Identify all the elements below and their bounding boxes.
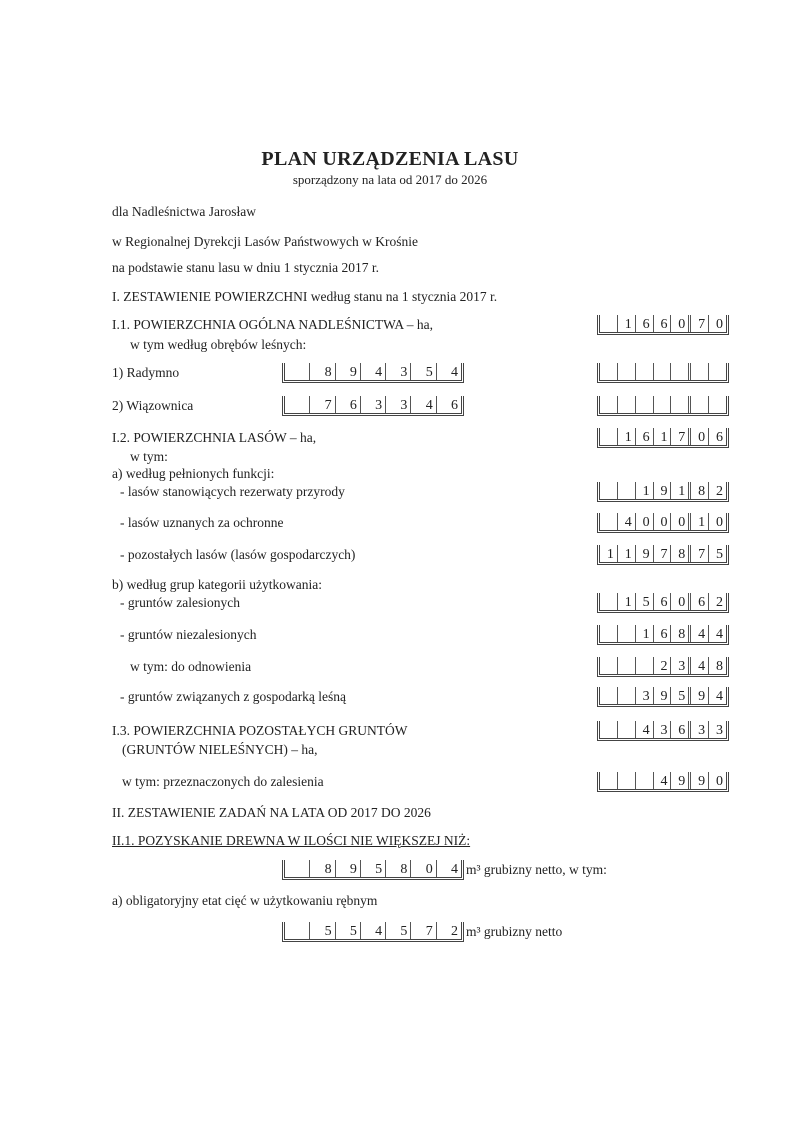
digit-cell [600,687,617,704]
row-label: w tym: przeznaczonych do zalesienia [122,774,324,789]
digit-cell: 9 [688,772,708,789]
document-subtitle: sporządzony na lata od 2017 do 2026 [292,172,488,187]
digit-cell: 1 [617,593,635,610]
section-heading: II. ZESTAWIENIE ZADAŃ NA LATA OD 2017 DO 2026 [112,805,431,820]
digit-cell [600,772,617,789]
digit-cell [653,396,671,413]
row-label: w tym: do odnowienia [130,659,252,674]
row-label: I.1. POWIERZCHNIA OGÓLNA NADLEŚNICTWA – ha, [112,317,433,332]
digit-cell: 9 [635,545,653,562]
digit-cell [600,315,617,332]
digit-cell: 6 [708,428,726,445]
digit-cell: 4 [688,657,708,674]
digit-cell: 6 [653,593,671,610]
digit-cell: 8 [670,625,688,642]
area-value-box [597,396,729,416]
digit-cell: 7 [653,545,671,562]
digit-cell: 7 [309,396,334,413]
digit-cell: 3 [385,396,410,413]
digit-cell: 0 [635,513,653,530]
digit-cell: 4 [708,625,726,642]
digit-cell [600,513,617,530]
row-label: - lasów stanowiących rezerwaty przyrody [120,484,345,499]
digit-cell: 1 [653,428,671,445]
digit-cell [285,922,309,939]
area-value-box [597,315,729,335]
district-value-box [282,396,464,416]
digit-cell: 4 [360,363,385,380]
digit-cell: 3 [708,721,726,738]
area-value-box [597,721,729,741]
digit-cell: 3 [360,396,385,413]
digit-cell [708,363,726,380]
digit-cell: 5 [670,687,688,704]
digit-cell: 0 [688,428,708,445]
digit-cell: 2 [708,593,726,610]
digit-cell: 6 [688,593,708,610]
digit-cell: 4 [410,396,435,413]
digit-cell: 1 [606,547,614,562]
row-label: 2) Wiązownica [112,398,194,413]
digit-cell: 5 [309,922,334,939]
digit-cell [600,593,617,610]
digit-cell [617,772,635,789]
digit-cell: 7 [688,315,708,332]
digit-cell: 0 [708,315,726,332]
digit-cell: 0 [670,593,688,610]
digit-cell: 3 [670,657,688,674]
digit-cell [670,363,688,380]
area-value-box [597,482,729,502]
digit-cell: 5 [708,545,726,562]
digit-cell: 8 [385,860,410,877]
area-value-box [597,593,729,613]
digit-cell: 6 [436,396,461,413]
digit-cell: 9 [653,687,671,704]
digit-cell: 6 [635,428,653,445]
digit-cell: 4 [360,922,385,939]
digit-cell [600,625,617,642]
intro-line: w Regionalnej Dyrekcji Lasów Państwowych w Krośnie [112,234,418,249]
row-label: a) według pełnionych funkcji: [112,466,275,481]
digit-cell [617,657,635,674]
area-value-box [597,657,729,677]
digit-cell [600,428,617,445]
digit-cell [600,396,617,413]
area-value-box [597,625,729,645]
digit-cell: 4 [688,625,708,642]
row-label: w tym: [130,449,168,464]
digit-cell: 2 [653,657,671,674]
row-label: I.2. POWIERZCHNIA LASÓW – ha, [112,430,317,445]
digit-cell: 0 [670,315,688,332]
intro-line: na podstawie stanu lasu w dniu 1 stycznia 2017 r. [112,260,379,275]
digit-cell: 6 [653,625,671,642]
digit-cell: 8 [309,860,334,877]
digit-cell: 9 [653,482,671,499]
digit-cell: 0 [653,513,671,530]
digit-cell [653,363,671,380]
digit-cell [617,625,635,642]
digit-cell: 9 [335,363,360,380]
digit-cell [635,772,653,789]
digit-cell: 6 [653,315,671,332]
digit-cell [617,721,635,738]
row-label: (GRUNTÓW NIELEŚNYCH) – ha, [122,742,318,757]
digit-cell: 9 [688,687,708,704]
section-heading: I. ZESTAWIENIE POWIERZCHNI według stanu na 1 stycznia 2017 r. [112,289,498,304]
digit-cell [635,396,653,413]
field-label: a) obligatoryjny etat cięć w użytkowaniu rębnym [112,893,378,908]
digit-cell: 8 [708,657,726,674]
digit-cell: 1 [617,315,635,332]
digit-cell: 3 [385,363,410,380]
digit-cell: 4 [708,687,726,704]
digit-cell [600,482,617,499]
row-label: I.3. POWIERZCHNIA POZOSTAŁYCH GRUNTÓW [112,723,408,738]
digit-cell: 1 [635,482,653,499]
digit-cell: 4 [635,721,653,738]
digit-cell [635,657,653,674]
digit-cell: 4 [617,513,635,530]
row-label: - gruntów związanych z gospodarką leśną [120,689,347,704]
digit-cell: 0 [670,513,688,530]
intro-line: dla Nadleśnictwa Jarosław [112,204,256,219]
district-value-box [282,363,464,383]
digit-cell: 5 [635,593,653,610]
digit-cell: 1 [617,545,635,562]
digit-cell [285,860,309,877]
digit-cell [635,363,653,380]
digit-cell: 6 [335,396,360,413]
digit-box [282,922,464,942]
digit-cell: 7 [410,922,435,939]
digit-cell: 6 [670,721,688,738]
digit-cell: 8 [309,363,334,380]
digit-cell: 1 [635,625,653,642]
row-label: 1) Radymno [112,365,180,380]
digit-cell: 8 [688,482,708,499]
digit-cell: 7 [670,428,688,445]
digit-cell [600,657,617,674]
digit-cell: 0 [410,860,435,877]
document-title: PLAN URZĄDZENIA LASU [261,148,519,170]
digit-cell [617,687,635,704]
digit-cell: 1 [670,482,688,499]
area-value-box [597,545,729,565]
digit-cell: 3 [653,721,671,738]
unit-label: m³ grubizny netto [466,924,563,939]
digit-cell [688,396,708,413]
digit-box [282,860,464,880]
digit-cell: 5 [385,922,410,939]
row-label: - gruntów niezalesionych [120,627,257,642]
digit-cell: 5 [410,363,435,380]
digit-cell [688,363,708,380]
area-value-box [597,363,729,383]
digit-cell: 0 [708,772,726,789]
area-value-box [597,772,729,792]
digit-cell: 2 [436,922,461,939]
digit-cell [600,363,617,380]
digit-cell: 9 [670,772,688,789]
digit-cell [285,363,309,380]
row-label: - pozostałych lasów (lasów gospodarczych) [120,547,356,562]
digit-cell [617,482,635,499]
area-value-box [597,513,729,533]
digit-cell: 6 [635,315,653,332]
digit-cell: 3 [635,687,653,704]
digit-cell [617,363,635,380]
digit-cell [617,396,635,413]
row-label: w tym według obrębów leśnych: [130,337,307,352]
digit-cell: 5 [335,922,360,939]
unit-label: m³ grubizny netto, w tym: [466,862,607,877]
digit-cell: 5 [360,860,385,877]
area-value-box [597,687,729,707]
digit-cell: 9 [335,860,360,877]
digit-cell: 8 [670,545,688,562]
section-heading: II.1. POZYSKANIE DREWNA W ILOŚCI NIE WIĘKSZEJ NIŻ: [112,833,471,848]
digit-cell [670,396,688,413]
digit-cell: 4 [436,363,461,380]
digit-cell: 1 [688,513,708,530]
digit-cell [285,396,309,413]
row-label: b) według grup kategorii użytkowania: [112,577,322,592]
digit-cell: 3 [688,721,708,738]
row-label: - gruntów zalesionych [120,595,240,610]
row-label: - lasów uznanych za ochronne [120,515,284,530]
digit-cell: 1 [617,428,635,445]
digit-cell [708,396,726,413]
area-value-box [597,428,729,448]
digit-cell: 2 [708,482,726,499]
digit-cell: 0 [708,513,726,530]
digit-cell: 4 [653,772,671,789]
digit-cell: 4 [436,860,461,877]
digit-cell: 7 [688,545,708,562]
digit-cell [600,721,617,738]
